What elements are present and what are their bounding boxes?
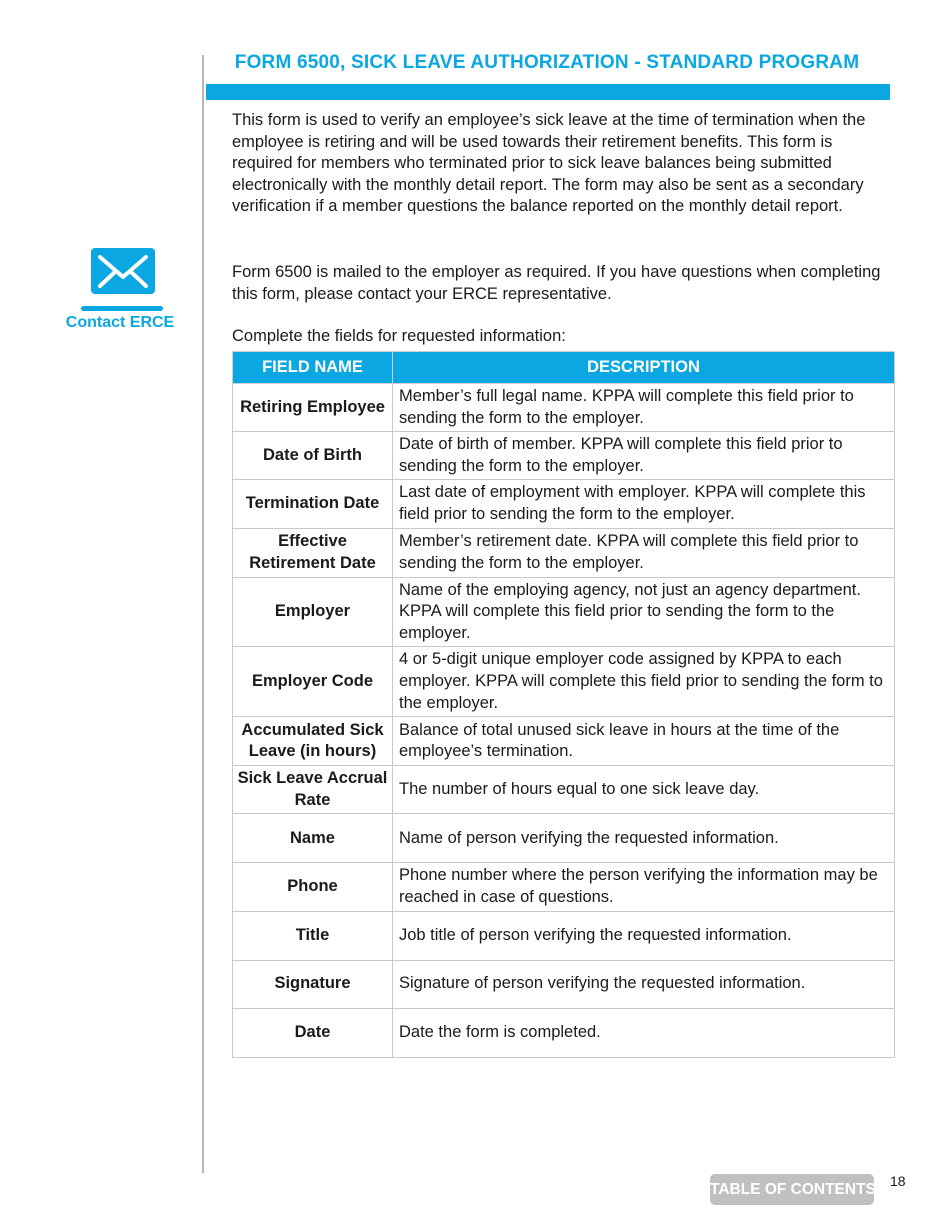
description-cell: Balance of total unused sick leave in hours at the time of the employee’s termination. — [393, 717, 895, 766]
field-name-cell: Title — [233, 911, 393, 960]
field-name-cell: Employer — [233, 577, 393, 647]
table-row — [233, 384, 895, 432]
table-header-row — [233, 352, 895, 384]
vertical-divider — [202, 55, 204, 1173]
fields-table — [232, 351, 895, 1058]
title-bar — [206, 84, 890, 100]
description-cell: Signature of person verifying the requested information. — [393, 960, 895, 1008]
table-row — [233, 1008, 895, 1057]
field-name-cell: Phone — [233, 863, 393, 911]
table-row — [233, 960, 895, 1008]
header-field-name: FIELD NAME — [233, 352, 393, 384]
field-name-cell: Signature — [233, 960, 393, 1008]
table-row — [233, 814, 895, 863]
description-cell: Name of person verifying the requested information. — [393, 814, 895, 863]
field-name-cell: Termination Date — [233, 480, 393, 528]
table-row — [233, 432, 895, 480]
contact-label[interactable]: Contact ERCE — [65, 314, 175, 331]
page-number: 18 — [890, 1173, 906, 1189]
field-name-cell: Accumulated Sick Leave (in hours) — [233, 717, 393, 766]
field-name-cell: Name — [233, 814, 393, 863]
intro-paragraph: This form is used to verify an employee’s sick leave at the time of termination when the employee is retiring and will be used towards their retirement benefits. This form is required for members who terminated prior to sick leave balances being submitted electronically with the monthly detail report. The form may also be sent as a secondary verification if a member questions the balance reported on the monthly detail report. — [232, 111, 866, 216]
description-cell: Date of birth of member. KPPA will complete this field prior to sending the form to the employer. — [393, 432, 895, 480]
description-cell: Name of the employing agency, not just an agency department. KPPA will complete this field prior to sending the form to the employer. — [393, 577, 895, 647]
table-row — [233, 480, 895, 528]
field-name-cell: Date of Birth — [233, 432, 393, 480]
field-name-cell: Effective Retirement Date — [233, 528, 393, 577]
description-cell: Phone number where the person verifying the information may be reached in case of questions. — [393, 863, 895, 911]
contact-underline — [81, 306, 163, 311]
description-cell: Job title of person verifying the requested information. — [393, 911, 895, 960]
description-cell: Last date of employment with employer. KPPA will complete this field prior to sending the form to the employer. — [393, 480, 895, 528]
description-cell: 4 or 5-digit unique employer code assigned by KPPA to each employer. KPPA will complete this field prior to sending the form to the employer. — [393, 647, 895, 717]
page-title: FORM 6500, SICK LEAVE AUTHORIZATION - STANDARD PROGRAM — [234, 52, 860, 73]
field-name-cell: Date — [233, 1008, 393, 1057]
table-intro: Complete the fields for requested information: — [232, 327, 566, 345]
table-row — [233, 528, 895, 577]
header-description: DESCRIPTION — [393, 352, 895, 384]
table-of-contents-button[interactable]: TABLE OF CONTENTS — [710, 1174, 874, 1205]
description-cell: Member’s full legal name. KPPA will complete this field prior to sending the form to the employer. — [393, 384, 895, 432]
envelope-icon[interactable] — [91, 248, 155, 294]
description-cell: Date the form is completed. — [393, 1008, 895, 1057]
field-name-cell: Retiring Employee — [233, 384, 393, 432]
table-row — [233, 577, 895, 647]
field-name-cell: Employer Code — [233, 647, 393, 717]
table-row — [233, 863, 895, 911]
description-cell: Member’s retirement date. KPPA will complete this field prior to sending the form to the employer. — [393, 528, 895, 577]
table-row — [233, 647, 895, 717]
table-row — [233, 717, 895, 766]
field-name-cell: Sick Leave Accrual Rate — [233, 766, 393, 814]
table-row — [233, 766, 895, 814]
description-cell: The number of hours equal to one sick leave day. — [393, 766, 895, 814]
mailing-paragraph: Form 6500 is mailed to the employer as required. If you have questions when completing this form, please contact your ERCE representative. — [232, 263, 881, 303]
table-row — [233, 911, 895, 960]
